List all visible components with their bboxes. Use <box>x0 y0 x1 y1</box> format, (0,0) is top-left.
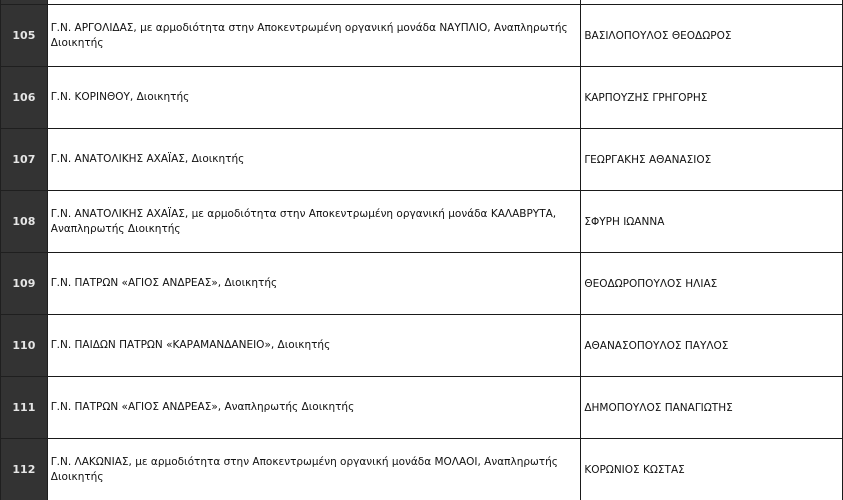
description-cell[interactable]: Γ.Ν. ΛΑΚΩΝΙΑΣ, με αρμοδιότητα στην Αποκεντρωμένη οργανική μονάδα ΜΟΛΑΟΙ, Αναπληρωτής Διοικητής <box>47 439 581 500</box>
row-number-cell[interactable]: 108 <box>1 191 48 253</box>
table-row <box>1 315 843 377</box>
name-cell[interactable]: ΔΗΜΟΠΟΥΛΟΣ ΠΑΝΑΓΙΩΤΗΣ <box>581 377 843 439</box>
table-row <box>1 129 843 191</box>
table-row <box>1 191 843 253</box>
description-cell[interactable]: Γ.Ν. ΠΑΤΡΩΝ «ΑΓΙΟΣ ΑΝΔΡΕΑΣ», Αναπληρωτής Διοικητής <box>47 377 581 439</box>
table-row <box>1 377 843 439</box>
row-number-cell[interactable]: 110 <box>1 315 48 377</box>
name-cell[interactable]: ΒΑΣΙΛΟΠΟΥΛΟΣ ΘΕΟΔΩΡΟΣ <box>581 5 843 67</box>
name-cell[interactable]: ΣΦΥΡΗ ΙΩΑΝΝΑ <box>581 191 843 253</box>
name-cell[interactable]: ΓΕΩΡΓΑΚΗΣ ΑΘΑΝΑΣΙΟΣ <box>581 129 843 191</box>
row-number-cell[interactable]: 109 <box>1 253 48 315</box>
description-cell[interactable]: Γ.Ν. ΚΟΡΙΝΘΟΥ, Διοικητής <box>47 67 581 129</box>
name-cell[interactable]: ΚΑΡΠΟΥΖΗΣ ΓΡΗΓΟΡΗΣ <box>581 67 843 129</box>
name-cell[interactable]: ΚΟΡΩΝΙΟΣ ΚΩΣΤΑΣ <box>581 439 843 500</box>
row-number-cell[interactable]: 111 <box>1 377 48 439</box>
row-number-cell[interactable]: 112 <box>1 439 48 500</box>
name-cell[interactable]: ΘΕΟΔΩΡΟΠΟΥΛΟΣ ΗΛΙΑΣ <box>581 253 843 315</box>
description-cell[interactable]: Γ.Ν. ΑΝΑΤΟΛΙΚΗΣ ΑΧΑΪΑΣ, Διοικητής <box>47 129 581 191</box>
table-row <box>1 67 843 129</box>
table-row <box>1 253 843 315</box>
description-cell[interactable]: Γ.Ν. ΑΝΑΤΟΛΙΚΗΣ ΑΧΑΪΑΣ, με αρμοδιότητα στην Αποκεντρωμένη οργανική μονάδα ΚΑΛΑΒΡΥΤΑ, Αναπληρωτής Διοικητής <box>47 191 581 253</box>
row-number-cell[interactable]: 105 <box>1 5 48 67</box>
row-number-cell[interactable]: 106 <box>1 67 48 129</box>
description-cell[interactable]: Γ.Ν. ΠΑΤΡΩΝ «ΑΓΙΟΣ ΑΝΔΡΕΑΣ», Διοικητής <box>47 253 581 315</box>
table-row <box>1 439 843 500</box>
name-cell[interactable]: ΑΘΑΝΑΣΟΠΟΥΛΟΣ ΠΑΥΛΟΣ <box>581 315 843 377</box>
description-cell[interactable]: Γ.Ν. ΠΑΙΔΩΝ ΠΑΤΡΩΝ «ΚΑΡΑΜΑΝΔΑΝΕΙΟ», Διοικητής <box>47 315 581 377</box>
description-cell[interactable]: Γ.Ν. ΑΡΓΟΛΙΔΑΣ, με αρμοδιότητα στην Αποκεντρωμένη οργανική μονάδα ΝΑΥΠΛΙΟ, Αναπληρωτής Διοικητής <box>47 5 581 67</box>
row-number-cell[interactable]: 107 <box>1 129 48 191</box>
table-row <box>1 5 843 67</box>
